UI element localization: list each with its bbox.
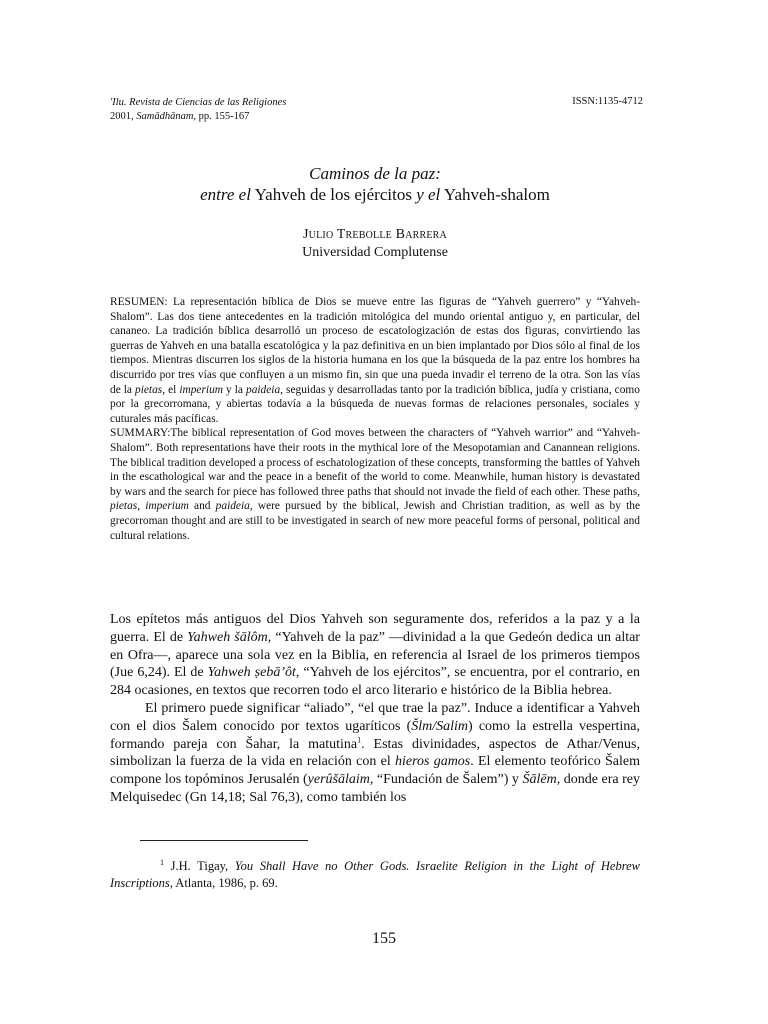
title-line-1: Caminos de la paz: <box>309 164 441 183</box>
title-line-2: entre el Yahveh de los ejércitos y el Yahveh-shalom <box>200 185 550 204</box>
footnote-divider <box>140 840 308 841</box>
journal-issue: 2001, Samādhānam, pp. 155-167 <box>110 111 250 122</box>
issn: ISSN:1135-4712 <box>572 96 643 107</box>
footnote: $^1$ J.H. Tigay, You Shall Have no Other Gods. Israelite Religion in the Light of Hebrew Inscriptions, Atlanta, 1986, p. 69. <box>110 857 640 890</box>
author-name: Julio Trebolle Barrera <box>303 227 447 242</box>
footnote-number: 1 <box>160 857 164 867</box>
page-number: 155 <box>372 930 396 947</box>
author-block <box>110 226 640 262</box>
journal-header <box>110 96 286 124</box>
article-title <box>110 163 640 205</box>
resumen-paragraph: RESUMEN: La representación bíblica de Dios se mueve entre las figuras de “Yahveh guerrero” y “Yahveh-Shalom”. Las dos tiene antecedentes en la tradición mitológica del mundo oriental antiguo y, en particular, del cananeo. La tradición bíblica desarrolló un proceso de escatologización de estas dos figuras, convirtiendo las guerras de Yahveh en una batalla escatológica y la paz definitiva en un bien implantado por Dios sólo al final de los tiempos. Mientras discurren los siglos de la historia humana en los que la búsqueda de la paz entre los hombres ha discurrido por tres vías que confluyen a un mismo fin, sin que una pueda invadir el terreno de la otra. Son las vías de la pietas, el imperium y la paideia, seguidas y desarrolladas tanto por la tradición bíblica, judía y cristiana, como por la grecorromana, y abiertas todavía a la búsqueda de nuevas formas de relaciones personales, sociales y cuturales más pacíficas. <box>110 296 640 425</box>
journal-title: 'Ilu. Revista de Ciencias de las Religiones <box>110 97 287 108</box>
body-text <box>110 611 640 807</box>
body-paragraph-1: Los epítetos más antiguos del Dios Yahveh son seguramente dos, referidos a la paz y a la guerra. El de Yahweh šālôm, “Yahveh de la paz” —divinidad a la que Gedeón dedica un altar en Ofra—, aparece una sola vez en la Biblia, en referencia al Israel de los primeros tiempos (Jue 6,24). El de Yahweh ṣebā’ôt, “Yahveh de los ejércitos”, se encuentra, por el contrario, en 284 ocasiones, en textos que recorren todo el arco literario e histórico de la Biblia hebrea. <box>110 612 640 699</box>
summary-paragraph: SUMMARY:The biblical representation of God moves between the characters of “Yahveh warrior” and “Yahveh-Shalom”. Both representations have their roots in the mythical lore of the Mesopotamian and Canannean religions. The biblical tradition developed a process of eschatologization of these concepts, transforming the battles of Yahveh in the escathological war and the peace in a benefit of the world to come. Meanwhile, human history is devastated by wars and the search for piece has followed three paths that should not invade the field of each other. These paths, pietas, imperium and paideia, were pursued by the biblical, Jewish and Christian tradition, as well as by the grecorroman thought and are still to be investigated in search of new more peaceful forms of personal, political and cultural relations. <box>110 427 640 542</box>
abstract <box>110 295 640 543</box>
author-affiliation: Universidad Complutense <box>302 245 448 260</box>
footnote-reference[interactable]: 1 <box>357 734 362 744</box>
journal-subtitle: Samādhānam <box>136 111 194 122</box>
body-paragraph-2: El primero puede significar “aliado”, “el que trae la paz”. Induce a identificar a Yahveh con el dios Šalem conocido por textos ugaríticos (Šlm/Salim) como la estrella vespertina, formando pareja con Šahar, la matutina$^1$. Estas divinidades, aspectos de Athar/Venus, simbolizan la fuerza de la vida en relación con el hieros gamos. El elemento teofórico Šalem compone los topóminos Jerusalén (yerûšālaim, “Fundación de Šalem”) y Šālēm, donde era rey Melquisedec (Gn 14,18; Sal 76,3), como también los <box>110 700 640 805</box>
